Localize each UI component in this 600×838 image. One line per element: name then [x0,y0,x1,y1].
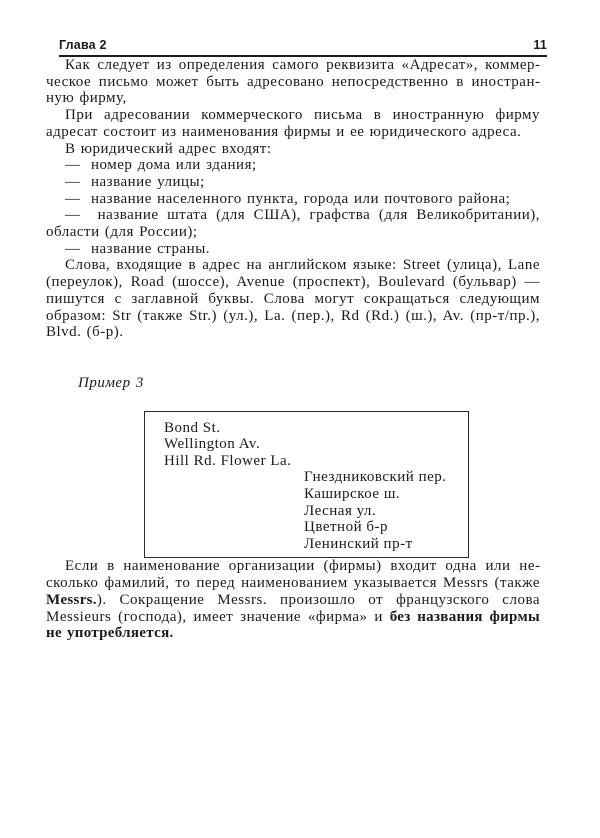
example-box [144,411,469,559]
running-header [59,38,547,57]
address-line-en: Wellington Av. [164,436,261,453]
messrs-text-part2: ). Сокращение Messrs. произошло от французского слова Messieurs (господа), имеет значение «фирма» и [46,591,540,625]
list-item-locality: — название населенного пункта, города или почтового района; [65,190,511,207]
messrs-bold-emphasis: без названия фирмы не употребляется. [46,608,541,642]
example-label: Пример 3 [78,374,144,391]
page-number: 11 [533,38,547,52]
list-item-country: — название страны. [65,240,211,257]
address-line-en: Bond St. [164,419,221,436]
page-content [46,57,540,642]
address-line-ru: Каширское ш. [304,486,401,503]
address-line-ru: Цветной б-р [304,519,388,536]
example-russian-column [304,469,464,552]
paragraph-abbreviations: Слова, входящие в адрес на английском языке: Street (улица), Lane (переулок), Road (шоссе), Avenue (проспект), Boulevard (бульвар) — пишутся с заглавной буквы. Слова могут сокращаться следующим образом: Str (также Str.) (ул.), La. (пер.), Rd (Rd.) (ш.), Av. (пр-т/пр.), Blvd. (б-р). [46,257,540,341]
list-intro: В юридический адрес входят: [65,140,272,157]
paragraph-messrs [46,558,540,642]
address-line-ru: Гнездниковский пер. [304,469,447,486]
paragraph-intro-2: При адресовании коммерческого письма в иностранную фирму адресат состоит из наименования фирмы и ее юридического адреса. [46,107,540,140]
paragraph-intro-1: Как следует из определения самого реквизита «Адресат», коммерческое письмо может быть адресовано непосредственно в иностранную фирму, [46,57,540,107]
book-page [0,38,600,838]
messrs-text-part1: Если в наименование организации (фирмы) входит одна или несколько фамилий, то перед наименованием указывается Messrs (также [46,558,540,592]
running-head-chapter: Глава 2 [59,38,107,52]
list-item-street-name: — название улицы; [65,173,205,190]
list-item-house-number: — номер дома или здания; [65,157,257,174]
address-line-ru: Лесная ул. [304,502,377,519]
address-line-ru: Ленинский пр-т [304,535,413,552]
messrs-bold-abbrev: Messrs. [46,591,97,608]
list-item-state-county: — название штата (для США), графства (для Великобритании), области (для России); [46,207,540,241]
example-english-column [164,420,464,470]
address-line-en: Hill Rd. Flower La. [164,452,292,469]
